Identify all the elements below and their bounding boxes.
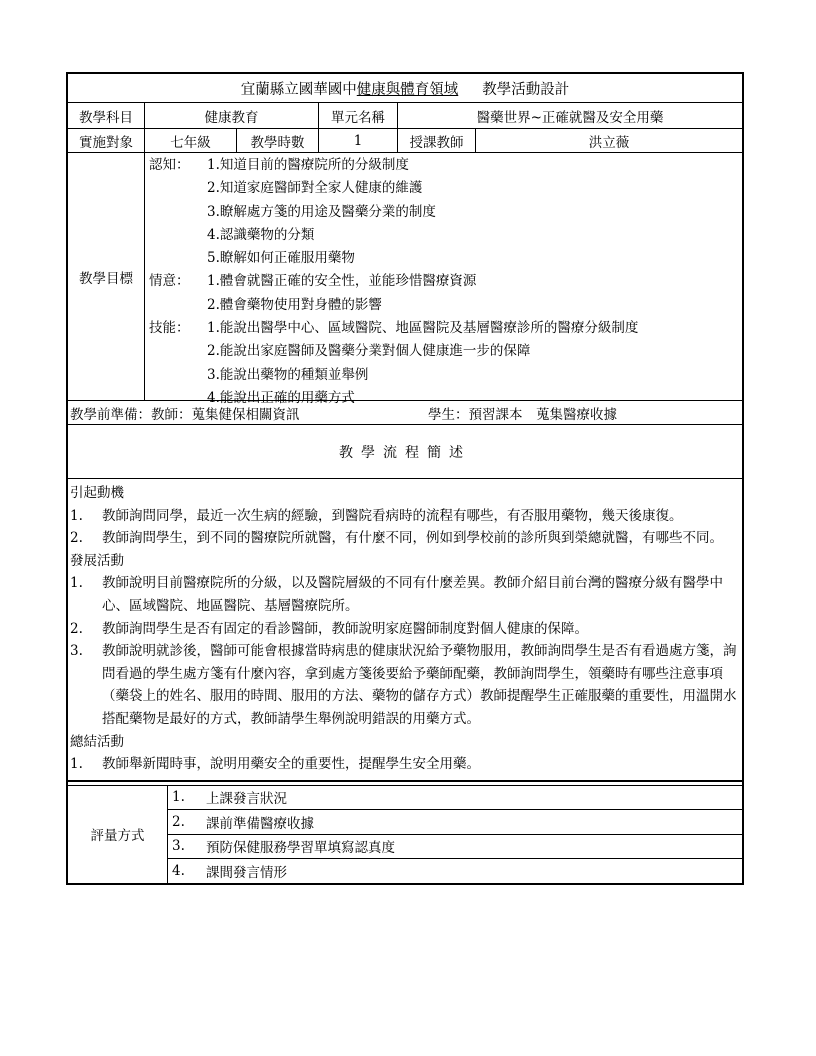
title-domain: 健康與體育領域 [356, 81, 459, 98]
target-row [68, 129, 742, 153]
list-item: 2. 教師詢問學生是否有固定的看診醫師，教師說明家庭醫師制度對個人健康的保障。 [70, 620, 588, 637]
goal-item: 4.認識藥物的分類 [207, 226, 315, 243]
list-item: 2. 教師詢問學生，到不同的醫療院所就醫，有什麼不同，例如到學校前的診所與到榮總就醫，有哪些不同。 [70, 530, 723, 547]
flow-heading: 教學流程簡述 [68, 425, 742, 479]
goal-category-affective: 情意： [149, 273, 190, 290]
goal-item: 2.能說出家庭醫師及醫藥分業對個人健康進一步的保障 [207, 343, 531, 360]
goal-item: 2.體會藥物使用對身體的影響 [207, 296, 382, 313]
title-prefix: 宜蘭縣立國華國中 [240, 81, 357, 98]
goal-item: 2.知道家庭醫師對全家人健康的維護 [207, 180, 423, 197]
prep-student: 學生：預習課本 蒐集醫療收據 [428, 406, 617, 423]
goal-category-cognitive: 認知： [149, 157, 190, 173]
hours-value: 1 [319, 129, 398, 152]
list-item: 3. 教師說明就診後，醫師可能會根據當時病患的健康狀況給予藥物服用，教師詢問學生是否有看過處方箋，詢問看過的學生處方箋有什麼內容，拿到處方箋後要給予藥師配藥，教師詢問學生，領藥時有哪些注意事項（藥袋上的姓名、服用的時間、服用的方法、藥物的儲存方式）教師提醒學生正確服藥的重要性，用溫開水搭配藥物是最好的方式，教師請學生舉例說明錯誤的用藥方式。 [70, 643, 737, 727]
section-title-summary: 總結活動 [70, 733, 124, 750]
list-item: 1. 教師詢問同學，最近一次生病的經驗，到醫院看病時的流程有哪些，有否服用藥物，幾天後康復。 [70, 507, 683, 524]
document-title [68, 74, 742, 103]
goals-body [145, 153, 742, 406]
section-title-intro: 引起動機 [70, 485, 124, 501]
title-suffix: 教學活動設計 [482, 81, 570, 98]
lesson-plan-table [66, 72, 744, 885]
goal-category-skill: 技能： [149, 320, 190, 337]
evaluation-item: 3. 預防保健服務學習單填寫認真度 [168, 835, 742, 860]
list-item: 1. 教師說明目前醫療院所的分級，以及醫院層級的不同有什麼差異。教師介紹目前台灣的醫療分級有醫學中心、區域醫院、地區醫院、基層醫療院所。 [70, 575, 723, 614]
evaluation-list [168, 786, 742, 883]
list-item: 1. 教師舉新聞時事，說明用藥安全的重要性，提醒學生安全用藥。 [70, 756, 480, 773]
flow-section [68, 479, 742, 782]
goals-label: 教學目標 [68, 153, 145, 400]
evaluation-item: 1. 上課發言狀況 [168, 786, 742, 811]
target-value: 七年級 [145, 129, 237, 152]
goal-item: 5.瞭解如何正確服用藥物 [207, 250, 355, 267]
unit-label: 單元名稱 [319, 103, 398, 128]
goals-row [68, 153, 742, 406]
hours-label: 教學時數 [237, 129, 319, 152]
goal-item: 3.能說出藥物的種類並舉例 [207, 366, 369, 383]
goal-item: 1.知道目前的醫療院所的分級制度 [207, 157, 409, 173]
evaluation-label: 評量方式 [68, 786, 168, 883]
teacher-label: 授課教師 [398, 129, 476, 152]
subject-label: 教學科目 [68, 103, 145, 128]
subject-value: 健康教育 [145, 103, 319, 128]
goal-item: 4.能說出正確的用藥方式 [207, 389, 355, 406]
section-title-develop: 發展活動 [70, 552, 124, 569]
subject-row [68, 103, 742, 129]
evaluation-row [68, 785, 742, 883]
prep-teacher: 教學前準備：教師：蒐集健保相關資訊 [70, 406, 300, 423]
unit-value: 醫藥世界~正確就醫及安全用藥 [476, 109, 664, 126]
goal-item: 1.體會就醫正確的安全性，並能珍惜醫療資源 [207, 273, 477, 290]
evaluation-item: 4. 課間發言情形 [172, 863, 287, 882]
goal-item: 3.瞭解處方箋的用途及醫藥分業的制度 [207, 203, 436, 220]
evaluation-item: 2. 課前準備醫療收據 [168, 810, 742, 835]
target-label: 實施對象 [68, 129, 145, 152]
goal-item: 1.能說出醫學中心、區域醫院、地區醫院及基層醫療診所的醫療分級制度 [207, 320, 639, 337]
teacher-value: 洪立薇 [588, 134, 630, 151]
